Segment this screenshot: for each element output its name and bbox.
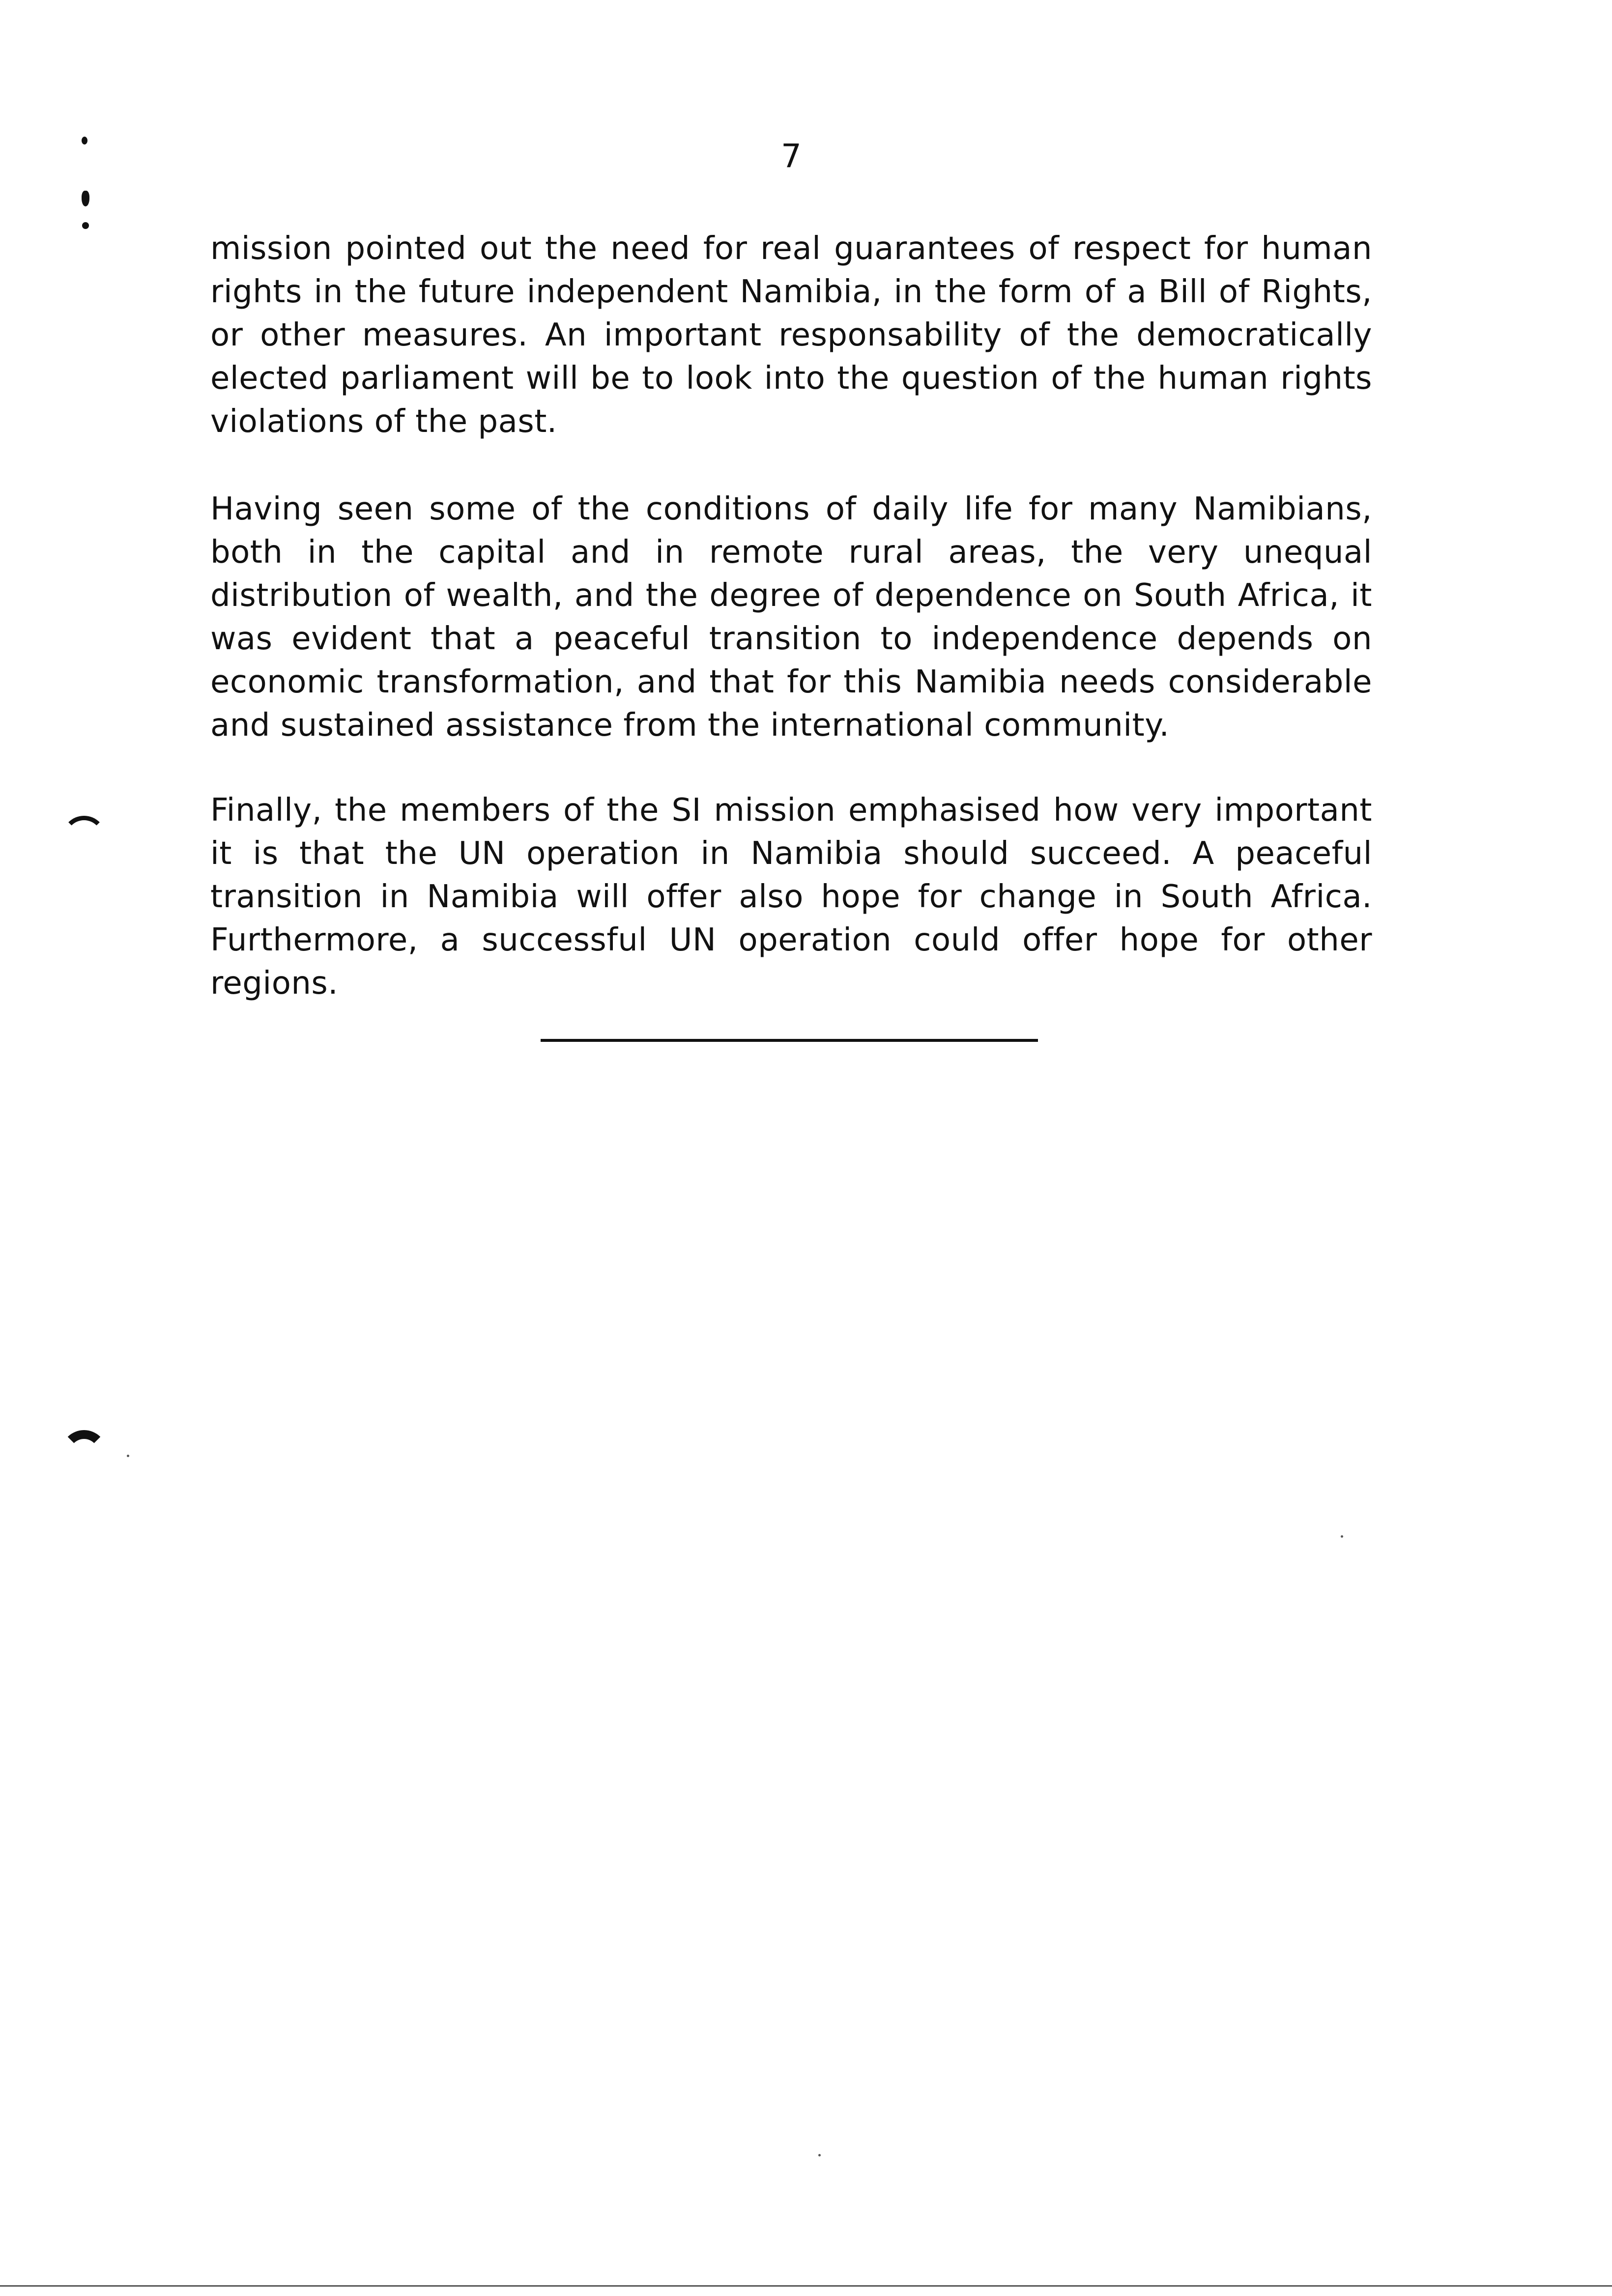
scan-artifact-dot xyxy=(82,191,89,206)
scan-artifact-dot xyxy=(82,137,87,144)
scan-artifact-speck xyxy=(818,2154,821,2156)
closing-divider xyxy=(541,1039,1038,1042)
scan-edge-line xyxy=(0,2285,1612,2287)
scan-artifact-arc xyxy=(61,1430,107,1476)
paragraph-economic-transformation: Having seen some of the conditions of daily life for many Namibians, both in the capital and in remote rural areas, the very unequal distribution of wealth, and the degree of dependence on South Africa, it was evident that a peaceful transition to independence depends on economic transformation, and that for this Namibia needs considerable and sustained assistance from the international community. xyxy=(210,491,1372,744)
scan-artifact-arc xyxy=(62,816,106,860)
page-number: 7 xyxy=(781,137,802,175)
paragraph-human-rights: mission pointed out the need for real guarantees of respect for human rights in the future independent Namibia, in the form of a Bill of Rights, or other measures. An important responsability of the democratically elected parliament will be to look into the question of the human rights violations of the past. xyxy=(210,230,1372,440)
paragraph-un-operation: Finally, the members of the SI mission emphasised how very important it is that the UN operation in Namibia should succeed. A peaceful transition in Namibia will offer also hope for change in South Africa. Furthermore, a successful UN operation could offer hope for other regions. xyxy=(210,792,1372,1002)
scan-artifact-dot xyxy=(82,222,89,229)
scan-artifact-speck xyxy=(1341,1535,1343,1538)
scan-artifact-speck xyxy=(127,1455,129,1457)
